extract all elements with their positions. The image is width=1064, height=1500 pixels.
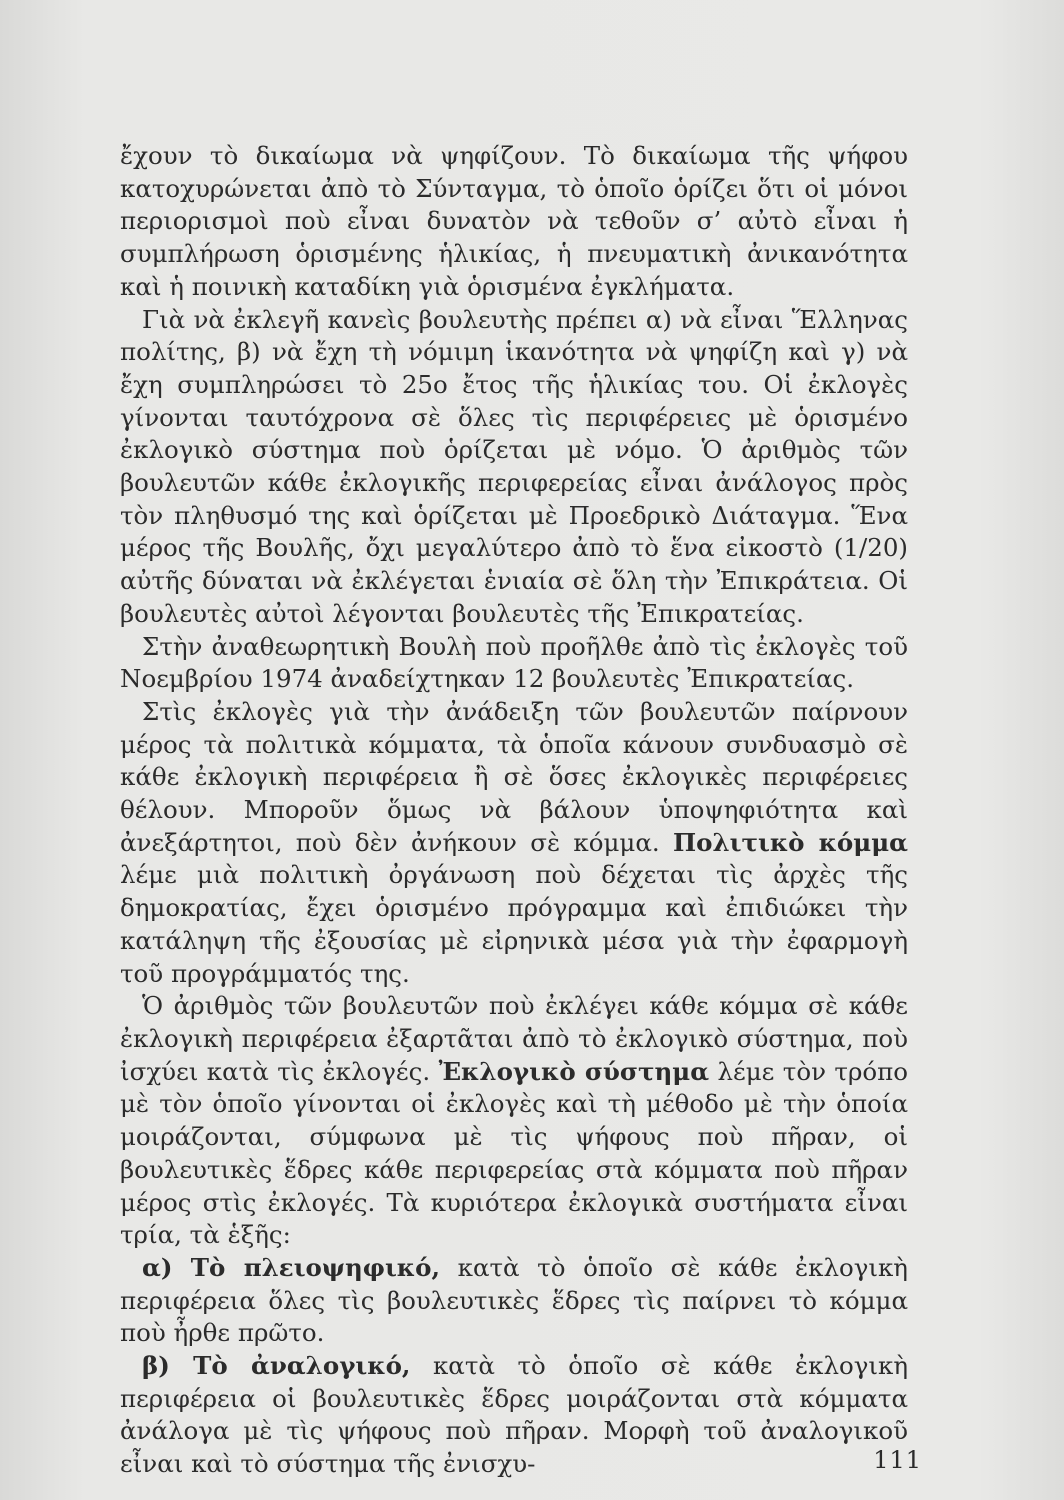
term-majoritarian: α) Τὸ πλειοψηφικό, (142, 1252, 441, 1282)
paragraph-text: κατὰ τὸ ὁποῖο σὲ κάθε ἐκλογικὴ περιφέρεια οἱ βουλευτικὲς ἕδρες μοιράζονται στὰ κόμματα ἀνάλογα μὲ τὶς ψήφους ποὺ πῆραν. Μορφὴ τοῦ ἀναλογικοῦ εἶναι καὶ τὸ σύστημα τῆς ἐνισχυ- (120, 1351, 908, 1479)
body-text (120, 140, 908, 1481)
page-number: 111 (873, 1446, 922, 1474)
paragraph-2 (120, 304, 908, 631)
paragraph-3 (120, 631, 908, 696)
paragraph-text: Γιὰ νὰ ἐκλεγῆ κανεὶς βουλευτὴς πρέπει α) νὰ εἶναι Ἕλληνας πολίτης, β) νὰ ἔχη τὴ νόμιμη ἱκανότητα νὰ ψηφίζη καὶ γ) νὰ ἔχη συμπληρώσει τὸ 25ο ἔτος τῆς ἡλικίας του. Οἱ ἐκλογὲς γίνονται ταυτόχρονα σὲ ὅλες τὶς περιφέρειες μὲ ὁρισμένο ἐκλογικὸ σύστημα ποὺ ὁρίζεται μὲ νόμο. Ὁ ἀριθμὸς τῶν βουλευτῶν κάθε ἐκλογικῆς περιφερείας εἶναι ἀνάλογος πρὸς τὸν πληθυσμό της καὶ ὁρίζεται μὲ Προεδρικὸ Διάταγμα. Ἕνα μέρος τῆς Βουλῆς, ὄχι μεγαλύτερο ἀπὸ τὸ ἕνα εἰκοστὸ (1/20) αὐτῆς δύναται νὰ ἐκλέγεται ἑνιαία σὲ ὅλη τὴν Ἐπικράτεια. Οἱ βουλευτὲς αὐτοὶ λέγονται βουλευτὲς τῆς Ἐπικρατείας. (120, 304, 908, 628)
term-electoral-system: Ἐκλογικὸ σύστημα (438, 1056, 710, 1086)
paragraph-text: κατὰ τὸ ὁποῖο σὲ κάθε ἐκλογικὴ περιφέρεια ὅλες τὶς βουλευτικὲς ἕδρες τὶς παίρνει τὸ κόμμα ποὺ ἦρθε πρῶτο. (120, 1252, 908, 1348)
term-political-party: Πολιτικὸ κόμμα (672, 827, 908, 857)
paragraph-text: ἔχουν τὸ δικαίωμα νὰ ψηφίζουν. Τὸ δικαίωμα τῆς ψήφου κατοχυρώνεται ἀπὸ τὸ Σύνταγμα, τὸ ὁποῖο ὁρίζει ὅτι οἱ μόνοι περιορισμοὶ ποὺ εἶναι δυνατὸν νὰ τεθοῦν σ’ αὐτὸ εἶναι ἡ συμπλήρωση ὁρισμένης ἡλικίας, ἡ πνευματικὴ ἀνικανότητα καὶ ἡ ποινικὴ καταδίκη γιὰ ὁρισμένα ἐγκλήματα. (120, 141, 908, 301)
paragraph-7 (120, 1350, 908, 1481)
paragraph-text: λέμε τὸν τρόπο μὲ τὸν ὁποῖο γίνονται οἱ ἐκλογὲς καὶ τὴ μέθοδο μὲ τὴν ὁποία μοιράζονται, σύμφωνα μὲ τὶς ψήφους ποὺ πῆραν, οἱ βουλευτικὲς ἕδρες κάθε περιφερείας στὰ κόμματα ποὺ πῆραν μέρος στὶς ἐκλογές. Τὰ κυριότερα ἐκλογικὰ συστήματα εἶναι τρία, τὰ ἑξῆς: (120, 1056, 908, 1250)
paragraph-text: λέμε μιὰ πολιτικὴ ὀργάνωση ποὺ δέχεται τὶς ἀρχὲς τῆς δημοκρατίας, ἔχει ὁρισμένο πρόγραμμα καὶ ἐπιδιώκει τὴν κατάληψη τῆς ἐξουσίας μὲ εἰρηνικὰ μέσα γιὰ τὴν ἐφαρμογὴ τοῦ προγράμματός της. (120, 860, 908, 988)
term-proportional: β) Τὸ ἀναλογικό, (142, 1351, 411, 1381)
paragraph-text: Στὶς ἐκλογὲς γιὰ τὴν ἀνάδειξη τῶν βουλευτῶν παίρνουν μέρος τὰ πολιτικὰ κόμματα, τὰ ὁποῖα κάνουν συνδυασμὸ σὲ κάθε ἐκλογικὴ περιφέρεια ἢ σὲ ὅσες ἐκλογικὲς περιφέρειες θέλουν. Μποροῦν ὅμως νὰ βάλουν ὑποψηφιότητα καὶ ἀνεξάρτητοι, ποὺ δὲν ἀνήκουν σὲ κόμμα. (120, 696, 908, 857)
paragraph-text: Ὁ ἀριθμὸς τῶν βουλευτῶν ποὺ ἐκλέγει κάθε κόμμα σὲ κάθε ἐκλογικὴ περιφέρεια ἐξαρτᾶται ἀπὸ τὸ ἐκλογικὸ σύστημα, ποὺ ἰσχύει κατὰ τὶς ἐκλογές. (120, 991, 908, 1086)
paragraph-1 (120, 140, 908, 304)
paragraph-5 (120, 990, 908, 1252)
paragraph-4 (120, 696, 908, 990)
paragraph-6 (120, 1252, 908, 1350)
paragraph-text: Στὴν ἀναθεωρητικὴ Βουλὴ ποὺ προῆλθε ἀπὸ τὶς ἐκλογὲς τοῦ Νοεμβρίου 1974 ἀναδείχτηκαν 12 βουλευτὲς Ἐπικρατείας. (120, 631, 908, 694)
